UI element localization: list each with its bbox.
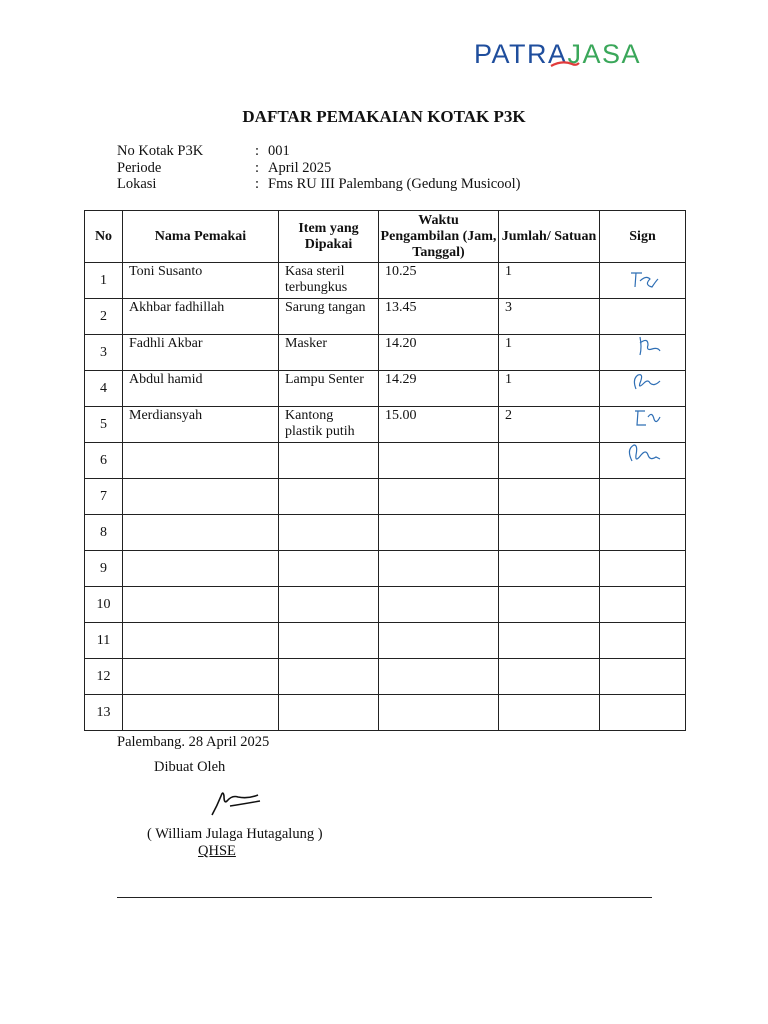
cell-item: Kantong plastik putih xyxy=(279,407,379,443)
header-qty: Jumlah/ Satuan xyxy=(499,211,600,263)
cell-sign xyxy=(600,695,686,731)
cell-sign xyxy=(600,659,686,695)
cell-no: 13 xyxy=(85,695,123,731)
cell-item xyxy=(279,659,379,695)
document-title: DAFTAR PEMAKAIAN KOTAK P3K xyxy=(242,107,526,126)
cell-time: 10.25 xyxy=(379,263,499,299)
table-row xyxy=(85,479,686,515)
cell-name: Toni Susanto xyxy=(123,263,279,299)
cell-time xyxy=(379,479,499,515)
cell-item xyxy=(279,479,379,515)
cell-name: Abdul hamid xyxy=(123,371,279,407)
cell-name xyxy=(123,623,279,659)
table-header-row xyxy=(85,211,686,263)
header-sign: Sign xyxy=(600,211,686,263)
cell-item xyxy=(279,623,379,659)
cell-no: 4 xyxy=(85,371,123,407)
signer-role: QHSE xyxy=(198,843,236,859)
info-value: 001 xyxy=(268,143,290,159)
cell-sign xyxy=(600,443,686,479)
handwritten-signature xyxy=(636,335,672,359)
table-row xyxy=(85,551,686,587)
author-signature xyxy=(208,780,264,820)
cell-name xyxy=(123,659,279,695)
cell-time: 14.29 xyxy=(379,371,499,407)
cell-time xyxy=(379,623,499,659)
cell-item: Sarung tangan xyxy=(279,299,379,335)
cell-item xyxy=(279,587,379,623)
handwritten-signature xyxy=(628,269,664,293)
cell-qty: 1 xyxy=(499,335,600,371)
cell-sign xyxy=(600,587,686,623)
table-row xyxy=(85,695,686,731)
cell-no: 7 xyxy=(85,479,123,515)
cell-no: 9 xyxy=(85,551,123,587)
info-colon: : xyxy=(255,143,260,159)
cell-name xyxy=(123,515,279,551)
table-row xyxy=(85,263,686,299)
table-row xyxy=(85,299,686,335)
cell-sign xyxy=(600,299,686,335)
handwritten-signature xyxy=(632,407,668,431)
info-label: Lokasi xyxy=(117,176,157,192)
cell-name xyxy=(123,695,279,731)
cell-time xyxy=(379,551,499,587)
cell-item xyxy=(279,443,379,479)
cell-time xyxy=(379,587,499,623)
signer-name: ( William Julaga Hutagalung ) xyxy=(147,826,323,842)
table-row xyxy=(85,515,686,551)
cell-qty: 3 xyxy=(499,299,600,335)
cell-qty xyxy=(499,479,600,515)
cell-item: Kasa steril terbungkus xyxy=(279,263,379,299)
cell-no: 11 xyxy=(85,623,123,659)
cell-name: Akhbar fadhillah xyxy=(123,299,279,335)
cell-time xyxy=(379,695,499,731)
cell-name xyxy=(123,443,279,479)
table-row xyxy=(85,335,686,371)
cell-no: 8 xyxy=(85,515,123,551)
info-colon: : xyxy=(255,176,260,192)
patrajasa-logo xyxy=(474,38,641,70)
cell-no: 12 xyxy=(85,659,123,695)
cell-sign xyxy=(600,515,686,551)
cell-sign xyxy=(600,371,686,407)
cell-sign xyxy=(600,479,686,515)
header-name: Nama Pemakai xyxy=(123,211,279,263)
cell-sign xyxy=(600,551,686,587)
cell-qty: 1 xyxy=(499,371,600,407)
info-label: Periode xyxy=(117,159,162,176)
table-row xyxy=(85,623,686,659)
table-row xyxy=(85,659,686,695)
cell-time xyxy=(379,515,499,551)
cell-name xyxy=(123,551,279,587)
place-date: Palembang. 28 April 2025 xyxy=(117,734,270,750)
made-by-label: Dibuat Oleh xyxy=(154,759,226,775)
cell-time xyxy=(379,443,499,479)
cell-qty xyxy=(499,695,600,731)
info-block xyxy=(117,143,521,193)
cell-sign xyxy=(600,623,686,659)
table-row xyxy=(85,407,686,443)
header-item: Item yang Dipakai xyxy=(279,211,379,263)
table-body xyxy=(85,263,686,731)
cell-sign xyxy=(600,407,686,443)
cell-qty xyxy=(499,587,600,623)
cell-item xyxy=(279,695,379,731)
cell-sign xyxy=(600,263,686,299)
cell-qty xyxy=(499,623,600,659)
info-colon: : xyxy=(255,159,260,176)
cell-item: Masker xyxy=(279,335,379,371)
handwritten-signature xyxy=(626,443,662,467)
table-row xyxy=(85,443,686,479)
cell-name xyxy=(123,479,279,515)
cell-no: 2 xyxy=(85,299,123,335)
cell-time: 13.45 xyxy=(379,299,499,335)
cell-item xyxy=(279,515,379,551)
info-row-location xyxy=(117,176,521,193)
cell-qty: 1 xyxy=(499,263,600,299)
cell-qty xyxy=(499,659,600,695)
table-row xyxy=(85,371,686,407)
cell-time: 15.00 xyxy=(379,407,499,443)
cell-no: 10 xyxy=(85,587,123,623)
cell-qty xyxy=(499,443,600,479)
cell-no: 6 xyxy=(85,443,123,479)
usage-table xyxy=(84,210,686,731)
logo-swoosh-icon xyxy=(550,59,580,69)
header-time: Waktu Pengambilan (Jam, Tanggal) xyxy=(379,211,499,263)
info-row-box-number xyxy=(117,143,521,160)
cell-item xyxy=(279,551,379,587)
cell-qty xyxy=(499,515,600,551)
cell-time: 14.20 xyxy=(379,335,499,371)
cell-sign xyxy=(600,335,686,371)
info-row-period xyxy=(117,160,521,177)
footer-divider xyxy=(117,897,652,898)
cell-name xyxy=(123,587,279,623)
info-label: No Kotak P3K xyxy=(117,143,204,159)
cell-item: Lampu Senter xyxy=(279,371,379,407)
cell-no: 3 xyxy=(85,335,123,371)
logo-text-a: A xyxy=(548,39,568,69)
logo-text-jasa: JASA xyxy=(567,39,642,69)
handwritten-signature xyxy=(630,371,666,395)
cell-no: 5 xyxy=(85,407,123,443)
logo-text-patr: PATR xyxy=(474,39,549,69)
cell-name: Fadhli Akbar xyxy=(123,335,279,371)
cell-qty: 2 xyxy=(499,407,600,443)
info-value: Fms RU III Palembang (Gedung Musicool) xyxy=(268,176,521,192)
cell-qty xyxy=(499,551,600,587)
info-value: April 2025 xyxy=(268,159,332,176)
header-no: No xyxy=(85,211,123,263)
table-row xyxy=(85,587,686,623)
cell-time xyxy=(379,659,499,695)
cell-no: 1 xyxy=(85,263,123,299)
cell-name: Merdiansyah xyxy=(123,407,279,443)
